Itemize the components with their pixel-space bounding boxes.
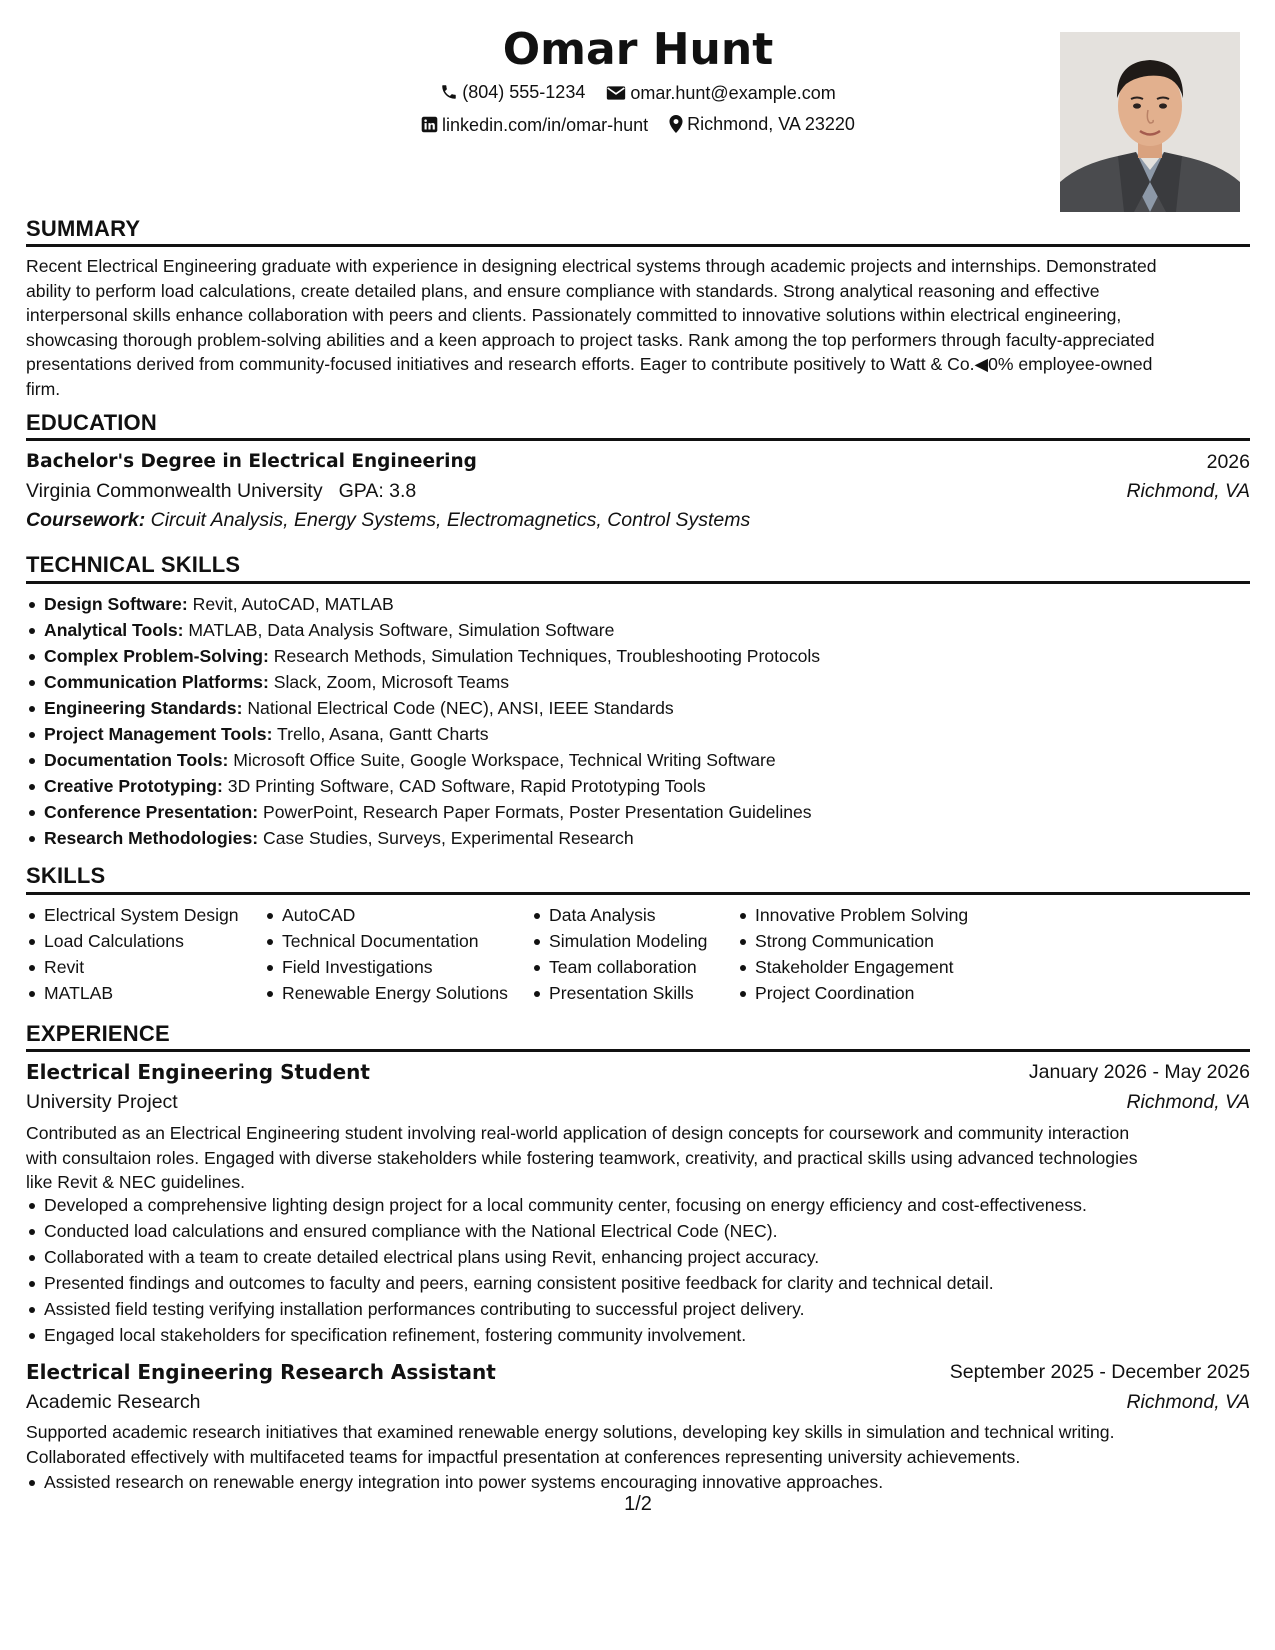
job-location: Richmond, VA <box>1126 1391 1250 1413</box>
education-heading: EDUCATION <box>26 410 157 435</box>
skills-column-1 <box>26 902 239 1006</box>
skills-heading: SKILLS <box>26 863 106 888</box>
list-item: Stakeholder Engagement <box>737 954 968 980</box>
skill-values: Case Studies, Surveys, Experimental Research <box>263 828 634 848</box>
email-text: omar.hunt@example.com <box>630 83 836 103</box>
phone-contact[interactable] <box>440 80 585 104</box>
list-item: Revit <box>26 954 239 980</box>
phone-text: (804) 555-1234 <box>462 82 586 102</box>
resume-page <box>26 0 1250 1650</box>
skill-values: Microsoft Office Suite, Google Workspace, Technical Writing Software <box>233 750 776 770</box>
list-item: Presented findings and outcomes to faculty and peers, earning consistent positive feedback for clarity and technical detail. <box>26 1270 1250 1296</box>
job-1-bullets <box>26 1192 1250 1348</box>
list-item: Engaged local stakeholders for specification refinement, fostering community involvement. <box>26 1322 1250 1348</box>
candidate-name: Omar Hunt <box>502 24 774 75</box>
list-item: Field Investigations <box>264 954 508 980</box>
job-location: Richmond, VA <box>1126 1091 1250 1113</box>
job-1-title-row <box>26 1059 1250 1085</box>
coursework-row <box>26 507 1250 533</box>
skills-column-4 <box>737 902 968 1006</box>
skill-category: Design Software: <box>44 594 188 614</box>
job-1-description <box>26 1121 1250 1195</box>
list-item: Assisted field testing verifying installation performances contributing to successful project delivery. <box>26 1296 1250 1322</box>
list-item <box>26 773 1250 799</box>
skill-category: Complex Problem-Solving: <box>44 646 269 666</box>
skill-category: Communication Platforms: <box>44 672 269 692</box>
job-dates: January 2026 - May 2026 <box>1028 1061 1250 1083</box>
skills-divider <box>26 892 1250 895</box>
linkedin-contact[interactable] <box>421 113 648 137</box>
description-line: Collaborated effectively with multifaceted teams for impactful presentation at conferences representing university achievements. <box>26 1446 1021 1467</box>
gpa: GPA: 3.8 <box>338 480 417 502</box>
job-1-org-row <box>26 1089 1250 1115</box>
list-item: Renewable Energy Solutions <box>264 980 508 1006</box>
skill-values: 3D Printing Software, CAD Software, Rapid Prototyping Tools <box>227 776 706 796</box>
envelope-icon <box>606 85 626 101</box>
degree-title: Bachelor's Degree in Electrical Engineering <box>26 451 477 472</box>
technical-skills-heading: TECHNICAL SKILLS <box>26 552 241 577</box>
skill-values: Slack, Zoom, Microsoft Teams <box>273 672 510 692</box>
linkedin-text: linkedin.com/in/omar-hunt <box>442 114 649 135</box>
job-organization: University Project <box>26 1091 178 1113</box>
list-item: Electrical System Design <box>26 902 239 928</box>
description-line: with consultaion roles. Engaged with diverse stakeholders while fostering teamwork, creativity, and practical skills using advanced technologies <box>26 1147 1138 1168</box>
school-location: Richmond, VA <box>1126 480 1250 502</box>
experience-divider <box>26 1049 1250 1052</box>
list-item <box>26 825 1250 851</box>
job-dates: September 2025 - December 2025 <box>949 1361 1250 1383</box>
summary-line: showcasing thorough problem-solving abilities and a keen approach to project tasks. Rank among the top performers through faculty-appreciated <box>26 329 1155 350</box>
job-2-title-row <box>26 1359 1250 1385</box>
list-item: MATLAB <box>26 980 239 1006</box>
summary-line: firm. <box>26 378 61 399</box>
skills-column-2 <box>264 902 508 1006</box>
experience-heading: EXPERIENCE <box>26 1021 170 1046</box>
graduation-year: 2026 <box>1206 451 1250 473</box>
location-contact <box>669 112 855 136</box>
school-info <box>26 478 416 504</box>
description-line: Supported academic research initiatives that examined renewable energy solutions, developing key skills in simulation and technical writing. <box>26 1422 1115 1442</box>
list-item <box>26 591 1250 617</box>
resume-header <box>26 24 1250 214</box>
list-item: Project Coordination <box>737 980 968 1006</box>
list-item: AutoCAD <box>264 902 508 928</box>
list-item <box>26 721 1250 747</box>
skill-category: Project Management Tools: <box>44 724 273 744</box>
list-item <box>26 643 1250 669</box>
skill-values: Trello, Asana, Gantt Charts <box>277 724 489 744</box>
summary-divider <box>26 244 1250 247</box>
email-contact[interactable] <box>606 81 835 105</box>
profile-portrait-illustration <box>1060 32 1240 212</box>
list-item: Data Analysis <box>531 902 707 928</box>
skill-category: Documentation Tools: <box>44 750 229 770</box>
job-organization: Academic Research <box>26 1391 201 1413</box>
skill-category: Creative Prototyping: <box>44 776 223 796</box>
list-item <box>26 617 1250 643</box>
list-item: Innovative Problem Solving <box>737 902 968 928</box>
coursework-list: Circuit Analysis, Energy Systems, Electromagnetics, Control Systems <box>150 509 751 531</box>
phone-icon <box>440 83 458 101</box>
list-item <box>26 747 1250 773</box>
skills-column-3 <box>531 902 707 1006</box>
list-item: Presentation Skills <box>531 980 707 1006</box>
list-item: Technical Documentation <box>264 928 508 954</box>
skill-values: MATLAB, Data Analysis Software, Simulation Software <box>188 620 615 640</box>
map-pin-icon <box>669 115 683 133</box>
job-title: Electrical Engineering Research Assistant <box>26 1360 496 1384</box>
list-item: Conducted load calculations and ensured compliance with the National Electrical Code (NEC). <box>26 1218 1250 1244</box>
skill-values: Research Methods, Simulation Techniques, Troubleshooting Protocols <box>273 646 821 666</box>
summary-line: interpersonal skills enhance collaboration with peers and clients. Passionately committed to innovative solutions within electrical engineering, <box>26 305 1122 325</box>
page-number: 1/2 <box>624 1493 652 1515</box>
description-line: like Revit & NEC guidelines. <box>26 1172 246 1192</box>
job-2-description <box>26 1420 1250 1469</box>
summary-heading: SUMMARY <box>26 216 141 241</box>
job-2-org-row <box>26 1389 1250 1415</box>
coursework-label: Coursework: <box>26 509 146 531</box>
school-name: Virginia Commonwealth University <box>26 480 323 502</box>
skill-category: Research Methodologies: <box>44 828 259 848</box>
linkedin-icon <box>421 116 438 133</box>
job-title: Electrical Engineering Student <box>26 1060 370 1084</box>
list-item: Developed a comprehensive lighting design project for a local community center, focusing on energy efficiency and cost-effectiveness. <box>26 1192 1250 1218</box>
description-line: Contributed as an Electrical Engineering student involving real-world application of design concepts for coursework and community interaction <box>26 1123 1130 1143</box>
list-item: Assisted research on renewable energy integration into power systems encouraging innovative approaches. <box>26 1469 1250 1495</box>
summary-line: Recent Electrical Engineering graduate with experience in designing electrical systems through academic projects and internships. Demonstrated <box>26 256 1157 276</box>
list-item <box>26 799 1250 825</box>
skill-values: National Electrical Code (NEC), ANSI, IEEE Standards <box>247 698 674 718</box>
list-item: Collaborated with a team to create detailed electrical plans using Revit, enhancing project accuracy. <box>26 1244 1250 1270</box>
list-item: Load Calculations <box>26 928 239 954</box>
location-text: Richmond, VA 23220 <box>687 114 855 134</box>
education-divider <box>26 438 1250 441</box>
summary-paragraph <box>26 254 1250 401</box>
summary-line: ability to perform load calculations, create detailed plans, and ensure compliance with standards. Strong analytical reasoning and effective <box>26 280 1100 301</box>
list-item: Team collaboration <box>531 954 707 980</box>
education-degree-row <box>26 449 1250 475</box>
list-item <box>26 669 1250 695</box>
coursework <box>26 507 750 533</box>
technical-skills-divider <box>26 581 1250 584</box>
skill-category: Analytical Tools: <box>44 620 184 640</box>
list-item: Simulation Modeling <box>531 928 707 954</box>
education-school-row <box>26 478 1250 504</box>
job-2-bullets <box>26 1469 1250 1495</box>
skill-category: Conference Presentation: <box>44 802 259 822</box>
profile-photo <box>1060 32 1240 212</box>
list-item <box>26 695 1250 721</box>
skill-values: Revit, AutoCAD, MATLAB <box>192 594 394 614</box>
summary-line: presentations derived from community-focused initiatives and research efforts. Eager to contribute positively to Watt & Co.◀0% employee-owned <box>26 354 1153 374</box>
list-item: Strong Communication <box>737 928 968 954</box>
skill-values: PowerPoint, Research Paper Formats, Poster Presentation Guidelines <box>263 802 812 822</box>
technical-skills-list <box>26 591 1250 851</box>
skill-category: Engineering Standards: <box>44 698 243 718</box>
